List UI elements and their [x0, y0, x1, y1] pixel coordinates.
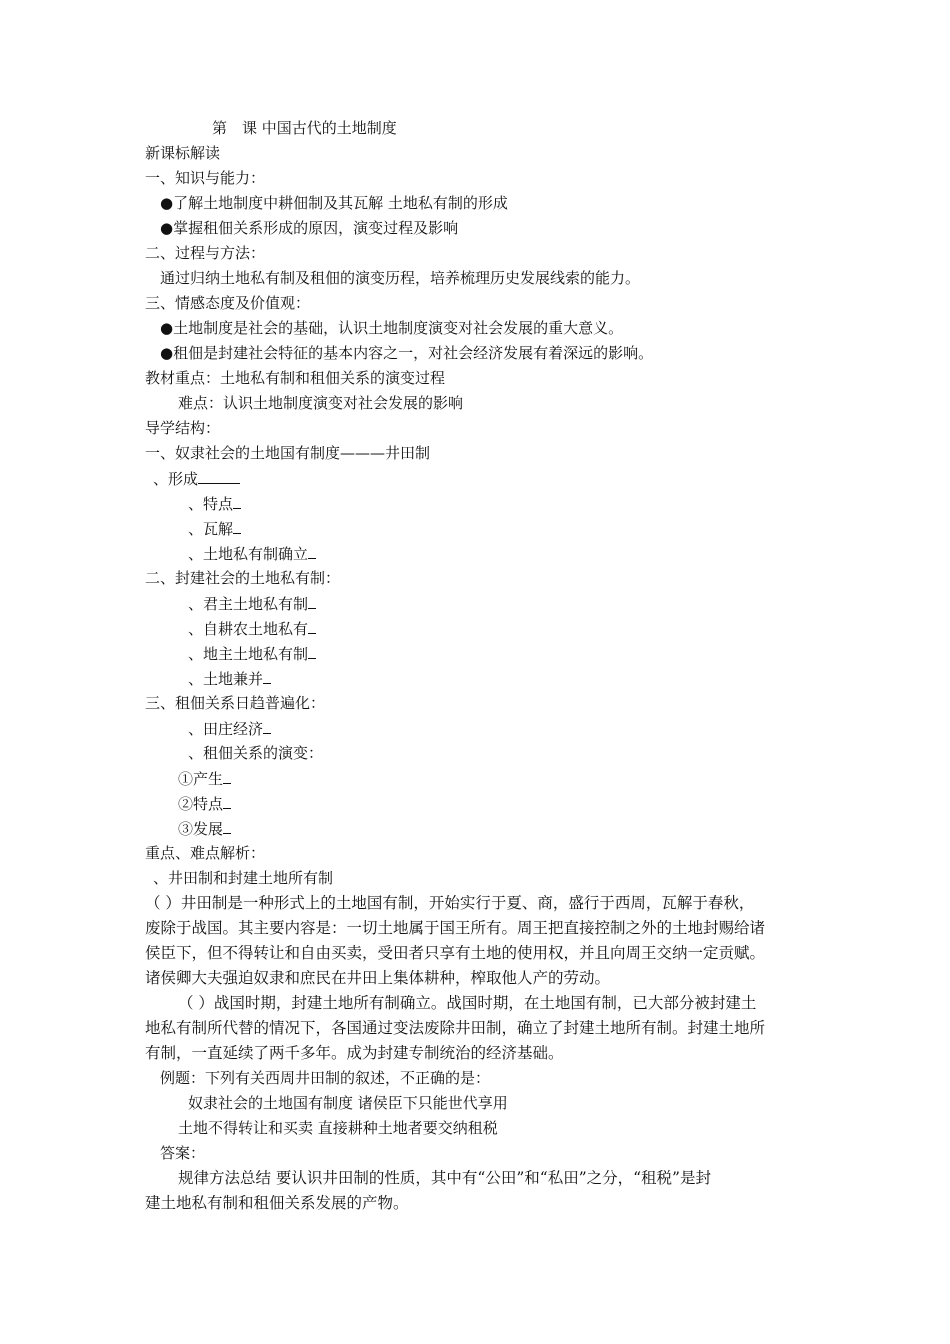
paragraph-line: 建土地私有制和租佃关系发展的产物。	[145, 1194, 409, 1212]
fill-blank	[223, 818, 231, 834]
fill-blank	[263, 718, 271, 734]
fill-blank	[233, 493, 241, 509]
outline-item: ①产生	[178, 768, 231, 788]
text-line: 教材重点：土地私有制和租佃关系的演变过程	[145, 369, 446, 387]
outline-item: 、地主土地私有制	[188, 643, 316, 663]
section-heading: 三、租佃关系日趋普遍化：	[145, 694, 326, 712]
outline-item: 、特点	[188, 493, 241, 513]
outline-item: 、田庄经济	[188, 718, 271, 738]
outline-item: 、土地私有制确立	[188, 543, 316, 563]
paragraph-line: 侯臣下，但不得转让和自由买卖，受田者只享有土地的使用权，并且向周王交纳一定贡赋。	[145, 944, 766, 962]
section-heading: 二、过程与方法：	[145, 244, 266, 262]
example-options: 奴隶社会的土地国有制度 诸侯臣下只能世代享用	[188, 1094, 508, 1112]
bullet-item: ●了解土地制度中耕佃制及其瓦解 土地私有制的形成	[160, 194, 508, 212]
outline-item: 、土地兼并	[188, 668, 271, 688]
paragraph-line: 规律方法总结 要认识井田制的性质，其中有“公田”和“私田”之分，“租税”是封	[178, 1169, 711, 1187]
section-heading: 导学结构：	[145, 419, 221, 437]
bullet-item: ●土地制度是社会的基础，认识土地制度演变对社会发展的重大意义。	[160, 319, 624, 337]
section-heading: 一、知识与能力：	[145, 169, 266, 187]
section-heading: 新课标解读	[145, 144, 221, 162]
outline-item: ③发展	[178, 818, 231, 838]
paragraph-line: （ ）井田制是一种形式上的土地国有制，开始实行于夏、商，盛行于西周，瓦解于春秋，	[145, 894, 755, 912]
outline-item: 、君主土地私有制	[188, 593, 316, 613]
section-heading: 三、情感态度及价值观：	[145, 294, 311, 312]
fill-blank	[308, 593, 316, 609]
bullet-item: ●掌握租佃关系形成的原因，演变过程及影响	[160, 219, 459, 237]
text-line: 、井田制和封建土地所有制	[153, 869, 334, 887]
outline-item: ②特点	[178, 793, 231, 813]
lesson-title: 第 课 中国古代的土地制度	[212, 119, 397, 137]
paragraph-line: 废除于战国。其主要内容是：一切土地属于国王所有。周王把直接控制之外的土地封赐给诸	[145, 919, 766, 937]
fill-blank	[308, 543, 316, 559]
example-options: 土地不得转让和买卖 直接耕种土地者要交纳租税	[178, 1119, 498, 1137]
section-heading: 重点、难点解析：	[145, 844, 266, 862]
fill-blank	[223, 793, 231, 809]
paragraph-line: 地私有制所代替的情况下，各国通过变法废除井田制，确立了封建土地所有制。封建土地所	[145, 1019, 766, 1037]
fill-blank	[223, 768, 231, 784]
outline-item: 、形成	[153, 468, 240, 488]
outline-item: 、租佃关系的演变：	[188, 744, 324, 762]
paragraph-line: 诸侯卿大夫强迫奴隶和庶民在井田上集体耕种，榨取他人产的劳动。	[145, 969, 611, 987]
outline-item: 、自耕农土地私有	[188, 618, 316, 638]
bullet-item: ●租佃是封建社会特征的基本内容之一，对社会经济发展有着深远的影响。	[160, 344, 654, 362]
fill-blank	[198, 468, 240, 484]
paragraph-line: 有制，一直延续了两千多年。成为封建专制统治的经济基础。	[145, 1044, 564, 1062]
paragraph-line: （ ）战国时期，封建土地所有制确立。战国时期，在土地国有制，已大部分被封建土	[178, 994, 757, 1012]
fill-blank	[308, 618, 316, 634]
section-heading: 一、奴隶社会的土地国有制度———井田制	[145, 444, 431, 462]
fill-blank	[233, 518, 241, 534]
fill-blank	[308, 643, 316, 659]
text-line: 难点：认识土地制度演变对社会发展的影响	[178, 394, 464, 412]
fill-blank	[263, 668, 271, 684]
outline-item: 、瓦解	[188, 518, 241, 538]
section-heading: 二、封建社会的土地私有制：	[145, 569, 341, 587]
text-line: 通过归纳土地私有制及租佃的演变历程，培养梳理历史发展线索的能力。	[160, 269, 641, 287]
example-question: 例题：下列有关西周井田制的叙述，不正确的是：	[160, 1069, 491, 1087]
answer-label: 答案：	[160, 1144, 206, 1162]
